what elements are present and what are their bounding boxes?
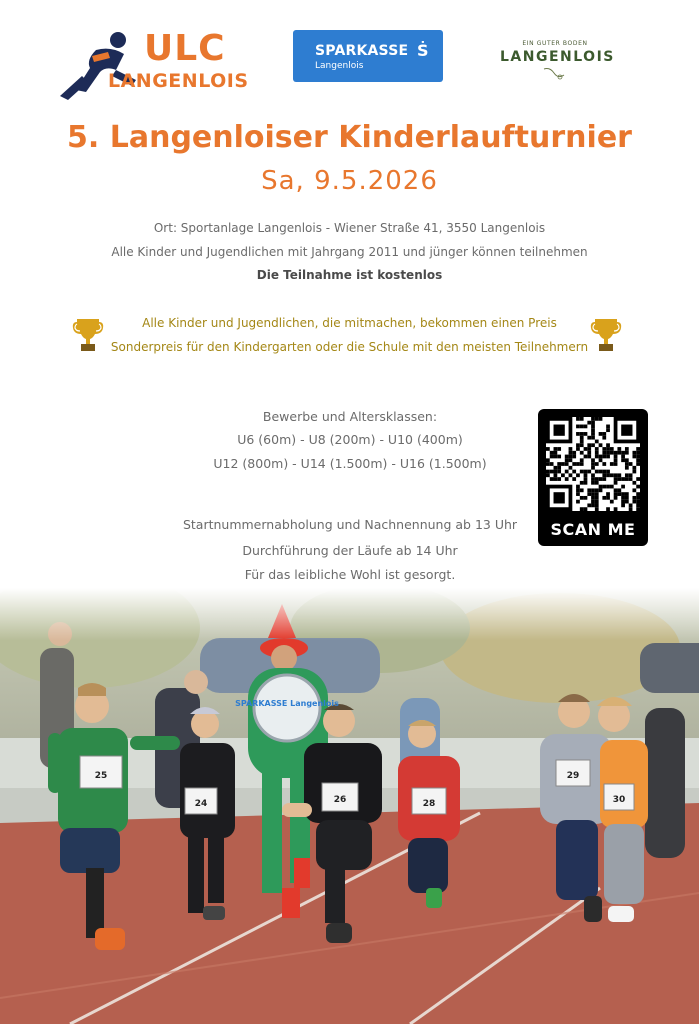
langenlois-logo-tagline: EIN GUTER BODEN bbox=[522, 40, 588, 47]
qr-pattern bbox=[546, 417, 640, 511]
sparkasse-logo-text: SPARKASSE bbox=[315, 43, 409, 59]
race-photo bbox=[0, 588, 699, 1024]
children-running-image bbox=[0, 588, 699, 1024]
schedule-text: Startnummernabholung und Nachnennung ab 13 Uhr bbox=[182, 517, 518, 532]
free-entry-text: Die Teilnahme ist kostenlos bbox=[256, 268, 443, 282]
schedule-text: Durchführung der Läufe ab 14 Uhr bbox=[242, 543, 458, 558]
sparkasse-s-icon: Ṡ bbox=[417, 41, 429, 60]
qr-code[interactable] bbox=[538, 409, 648, 546]
sparkasse-logo-subtext: Langenlois bbox=[315, 61, 364, 71]
qr-code-icon bbox=[546, 417, 640, 511]
location-text: Ort: Sportanlage Langenlois - Wiener Straße 41, 3550 Langenlois bbox=[153, 221, 546, 235]
scan-me-label: SCAN ME bbox=[550, 520, 636, 539]
eligibility-text: Alle Kinder und Jugendlichen mit Jahrgang 2011 und jünger können teilnehmen bbox=[111, 245, 588, 259]
ulc-logo-text: ULC bbox=[144, 28, 226, 69]
ulc-logo-subtext: LANGENLOIS bbox=[108, 70, 249, 92]
vine-icon bbox=[540, 65, 570, 81]
ulc-langenlois-logo bbox=[56, 28, 249, 100]
event-title: 5. Langenloiser Kinderlaufturnier bbox=[67, 120, 632, 155]
events-heading: Bewerbe und Altersklassen: bbox=[262, 409, 438, 424]
age-class-line: U6 (60m) - U8 (200m) - U10 (400m) bbox=[237, 432, 463, 447]
langenlois-logo bbox=[500, 40, 615, 90]
catering-text: Für das leibliche Wohl ist gesorgt. bbox=[244, 567, 456, 582]
prize-text: Alle Kinder und Jugendlichen, die mitmachen, bekommen einen Preis bbox=[142, 316, 557, 330]
special-prize-text: Sonderpreis für den Kindergarten oder die Schule mit den meisten Teilnehmern bbox=[110, 340, 589, 354]
age-class-line: U12 (800m) - U14 (1.500m) - U16 (1.500m) bbox=[213, 456, 487, 471]
event-date: Sa, 9.5.2026 bbox=[261, 166, 438, 196]
langenlois-logo-text: LANGENLOIS bbox=[500, 49, 615, 65]
sparkasse-logo bbox=[293, 30, 443, 82]
